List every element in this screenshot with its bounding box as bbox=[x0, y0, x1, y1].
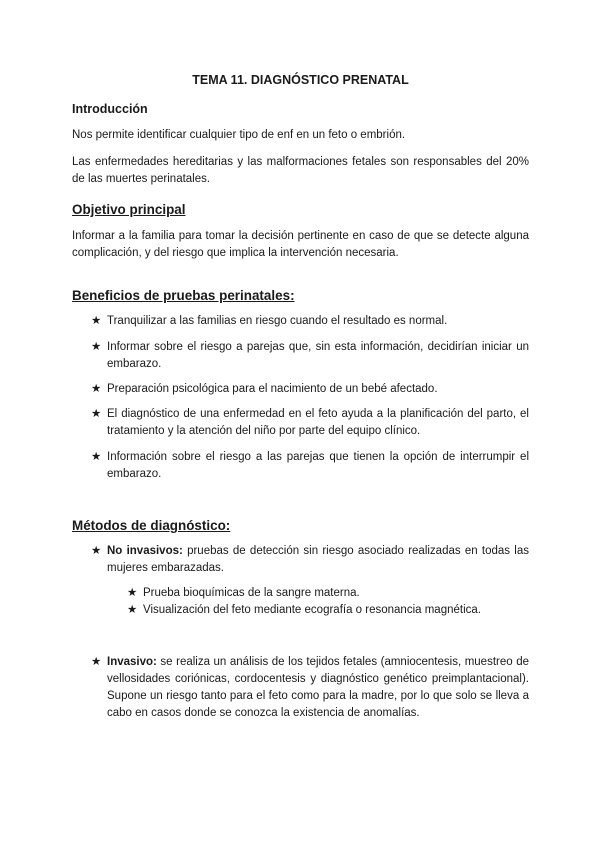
star-bullet-icon: ★ bbox=[91, 451, 102, 463]
list-item-text: Informar sobre el riesgo a parejas que, sin esta información, decidirían iniciar un embarazo. bbox=[107, 341, 529, 370]
list-item-text: Tranquilizar a las familias en riesgo cuando el resultado es normal. bbox=[107, 315, 448, 327]
list-item-text: El diagnóstico de una enfermedad en el feto ayuda a la planificación del parto, el tratamiento y la atención del niño por parte del equipo clínico. bbox=[107, 408, 529, 437]
list-item-text bbox=[107, 543, 529, 577]
list-item bbox=[91, 381, 529, 398]
list-item-text: Preparación psicológica para el nacimiento de un bebé afectado. bbox=[107, 383, 438, 395]
no-invasivos-text: pruebas de detección sin riesgo asociado realizadas en todas las mujeres embarazadas. bbox=[107, 545, 529, 574]
sub-list-item-text: Visualización del feto mediante ecografía o resonancia magnética. bbox=[143, 604, 481, 616]
star-bullet-icon: ★ bbox=[91, 315, 102, 327]
star-bullet-icon: ★ bbox=[91, 383, 102, 395]
star-bullet-icon: ★ bbox=[91, 408, 102, 420]
sub-list-item-text: Prueba bioquímicas de la sangre materna. bbox=[143, 587, 360, 599]
beneficios-heading: Beneficios de pruebas perinatales: bbox=[72, 288, 295, 303]
list-item bbox=[91, 406, 529, 440]
objetivo-paragraph: Informar a la familia para tomar la decisión pertinente en caso de que se detecte alguna complicación, y del riesgo que implica la intervención necesaria. bbox=[72, 230, 529, 259]
list-item-invasivo bbox=[91, 654, 529, 722]
list-item bbox=[91, 449, 529, 483]
objetivo-heading: Objetivo principal bbox=[72, 202, 186, 217]
list-item bbox=[91, 313, 529, 330]
invasivo-text: se realiza un análisis de los tejidos fetales (amniocentesis, muestreo de vellosidades coriónicas, cordocentesis y diagnóstico genético preimplantacional). Supone un riesgo tanto para el feto como para la madre, por lo que solo se lleva a cabo en casos donde se conozca la existencia de anomalías. bbox=[107, 656, 529, 719]
list-item bbox=[91, 339, 529, 373]
intro-heading: Introducción bbox=[72, 102, 148, 116]
list-item-text: Información sobre el riesgo a las parejas que tienen la opción de interrumpir el embarazo. bbox=[107, 451, 529, 480]
intro-paragraph-2: Las enfermedades hereditarias y las malformaciones fetales son responsables del 20% de las muertes perinatales. bbox=[72, 156, 529, 185]
document-page bbox=[72, 0, 529, 848]
metodos-heading: Métodos de diagnóstico: bbox=[72, 518, 231, 533]
star-bullet-icon: ★ bbox=[91, 341, 102, 353]
star-bullet-icon: ★ bbox=[91, 656, 102, 668]
sub-list-item bbox=[127, 602, 529, 619]
star-bullet-icon: ★ bbox=[91, 545, 102, 557]
star-bullet-icon: ★ bbox=[127, 587, 138, 599]
invasivo-label: Invasivo: bbox=[107, 656, 157, 668]
intro-paragraph-1: Nos permite identificar cualquier tipo de enf en un feto o embrión. bbox=[72, 129, 406, 141]
sub-list-item bbox=[127, 585, 529, 602]
list-item-text bbox=[107, 654, 529, 722]
star-bullet-icon: ★ bbox=[127, 604, 138, 616]
no-invasivos-label: No invasivos: bbox=[107, 545, 183, 557]
page-title: TEMA 11. DIAGNÓSTICO PRENATAL bbox=[192, 73, 409, 87]
list-item-no-invasivos bbox=[91, 543, 529, 577]
